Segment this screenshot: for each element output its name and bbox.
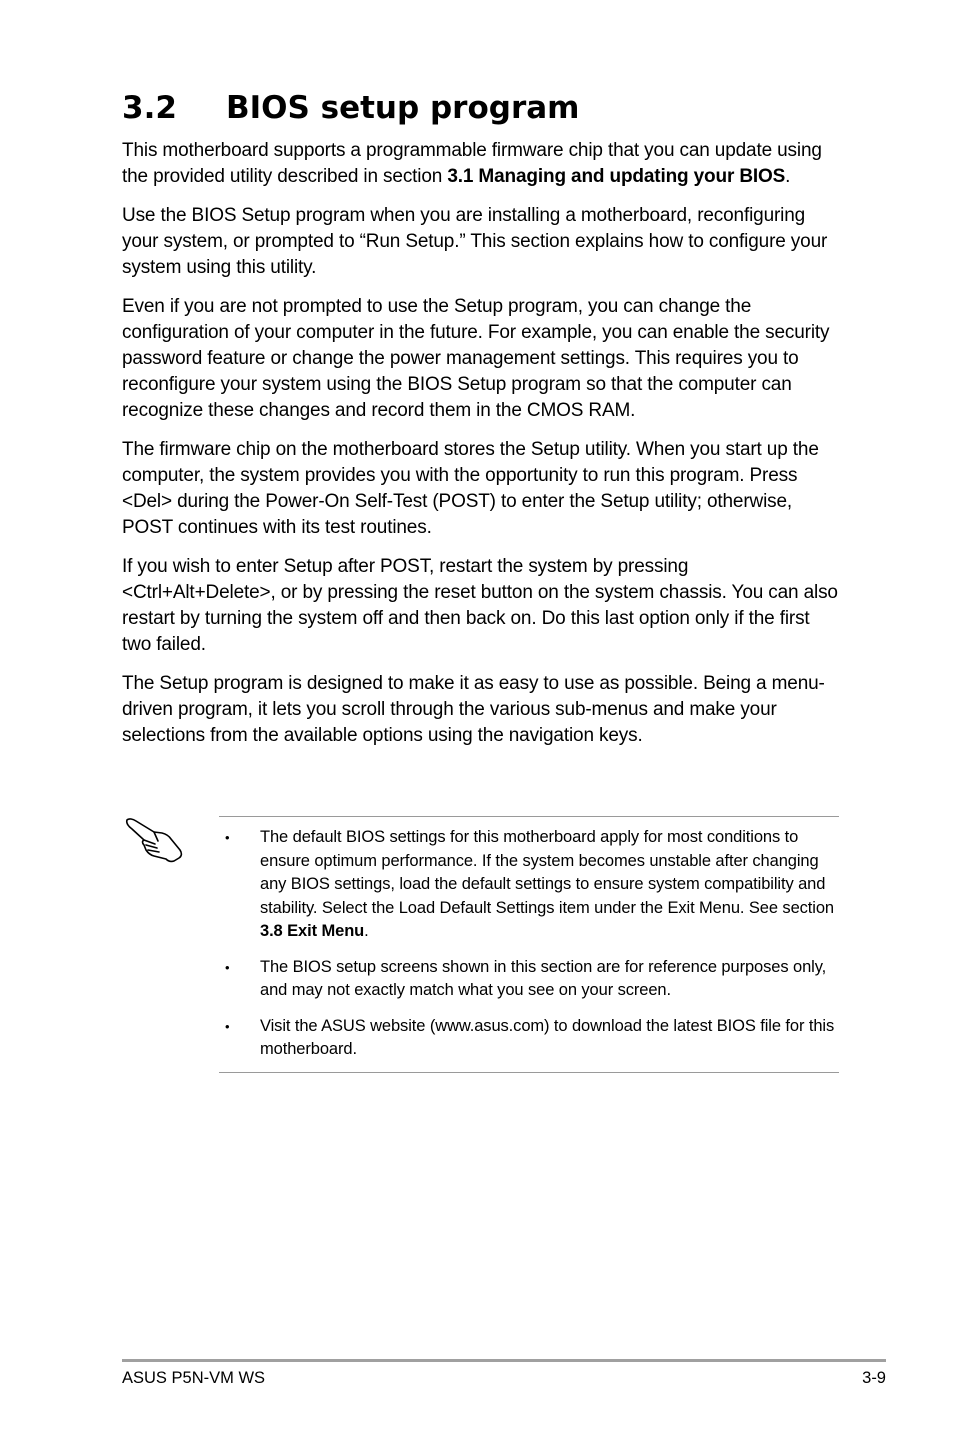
footer-product-name: ASUS P5N-VM WS [122, 1369, 266, 1387]
note-text: The default BIOS settings for this motherboard apply for most conditions to ensure optimum performance. If the system becomes unstable after changing any BIOS settings, load the default settings to ensure system compatibility and stability. Select the Load Default Settings item under the Exit Menu. See section [260, 828, 835, 917]
paragraph-navigation: The Setup program is designed to make it as easy to use as possible. Being a menu-driven program, it lets you scroll through the various sub-menus and make your selections from the available options using the navigation keys. [122, 673, 825, 746]
section-reference: 3.1 Managing and updating your BIOS [447, 166, 786, 187]
note-item [219, 826, 839, 944]
note-item [219, 956, 839, 1003]
paragraph-configuration: Even if you are not prompted to use the Setup program, you can change the configuration of your computer in the future. For example, you can enable the security password feature or change the power management settings. This requires you to reconfigure your system using the BIOS Setup program so that the computer can recognize these changes and record them in the CMOS RAM. [122, 296, 830, 421]
paragraph-restart: If you wish to enter Setup after POST, restart the system by pressing <Ctrl+Alt+Delete>, or by pressing the reset button on the system chassis. You can also restart by turning the system off and then back on. Do this last option only if the first two failed. [122, 556, 838, 655]
pointing-hand-icon [124, 815, 186, 863]
paragraph-intro-text: This motherboard supports a programmable firmware chip that you can update using the provided utility described in section [122, 140, 822, 187]
footer-divider [122, 1359, 886, 1362]
paragraph-usage: Use the BIOS Setup program when you are installing a motherboard, reconfiguring your system, or prompted to “Run Setup.” This section explains how to configure your system using this utility. [122, 205, 828, 278]
note-item [219, 1015, 839, 1062]
bullet-icon: • [225, 830, 230, 845]
note-text-end: . [364, 922, 369, 940]
paragraph-firmware: The firmware chip on the motherboard stores the Setup utility. When you start up the computer, the system provides you with the opportunity to run this program. Press <Del> during the Power-On Self-Test (POST) to enter the Setup utility; otherwise, POST continues with its test routines. [122, 439, 819, 538]
section-number: 3.2 [122, 90, 177, 126]
note-box [219, 816, 839, 1073]
paragraph-intro [122, 138, 842, 190]
section-heading [122, 88, 579, 128]
bullet-icon: • [225, 1018, 230, 1034]
section-reference: 3.8 Exit Menu [260, 922, 365, 940]
section-title: BIOS setup program [226, 90, 580, 126]
bullet-icon: • [225, 959, 230, 975]
footer-page-number: 3-9 [862, 1369, 886, 1387]
note-text: The BIOS setup screens shown in this section are for reference purposes only, and may not exactly match what you see on your screen. [260, 957, 827, 999]
body-text [122, 138, 842, 762]
note-text: Visit the ASUS website (www.asus.com) to download the latest BIOS file for this motherboard. [260, 1016, 835, 1058]
paragraph-intro-end: . [785, 166, 791, 187]
